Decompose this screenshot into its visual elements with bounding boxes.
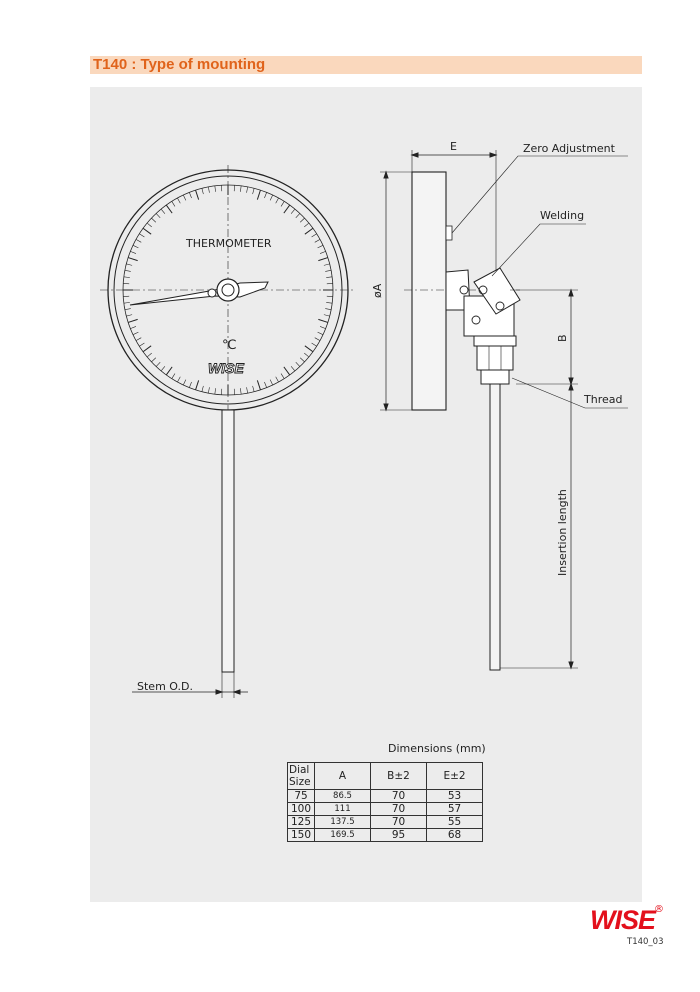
dial-tick: [325, 309, 331, 310]
dial-tick: [276, 377, 279, 382]
dial-tick: [247, 387, 248, 393]
dial-tick: [128, 258, 138, 261]
cell-size: 125: [288, 816, 315, 829]
insertion-length-label: Insertion length: [556, 489, 569, 576]
dial-tick: [151, 218, 155, 222]
dial-tick: [133, 245, 138, 248]
table-row: [288, 790, 483, 803]
dial-tick: [300, 218, 304, 222]
cell-e: 53: [427, 790, 483, 803]
dial-unit-symbol: ℃: [222, 338, 237, 353]
cell-a: 86.5: [315, 790, 371, 803]
dial-tick: [124, 277, 130, 278]
dial-tick: [304, 223, 309, 227]
table-row: [288, 816, 483, 829]
dial-tick: [208, 387, 209, 393]
cell-b: 70: [371, 803, 427, 816]
dial-tick: [318, 245, 323, 248]
dial-tick: [318, 319, 328, 322]
dial-brand-logo: WISE: [208, 360, 244, 376]
dial-tick: [270, 195, 273, 200]
stem: [222, 410, 234, 672]
cell-e: 55: [427, 816, 483, 829]
zero-adjust-screw: [446, 226, 452, 240]
dial-tick: [183, 380, 186, 385]
dial-tick: [177, 377, 180, 382]
welding-label: Welding: [540, 209, 585, 222]
dial-tick: [130, 251, 136, 253]
dial-tick: [312, 234, 317, 237]
dial-tick: [253, 188, 254, 194]
dimension-a-label: øA: [371, 283, 384, 298]
cell-b: 95: [371, 829, 427, 842]
dimension-e-label: E: [450, 140, 457, 153]
dial-tick: [253, 386, 254, 392]
case-side: [412, 172, 446, 410]
dial-tick: [240, 388, 241, 394]
dial-tick: [305, 346, 313, 352]
cell-e: 68: [427, 829, 483, 842]
dial-tick: [305, 228, 313, 234]
thread-section: [481, 370, 509, 384]
dial-tick: [166, 205, 172, 213]
dial-tick: [124, 302, 130, 303]
dial-tick: [128, 319, 138, 322]
dial-tick: [318, 258, 328, 261]
dimensions-table: [287, 762, 483, 842]
dimensions-caption: Dimensions (mm): [388, 742, 486, 755]
cell-e: 57: [427, 803, 483, 816]
dial-tick: [315, 239, 320, 242]
dial-tick: [240, 186, 241, 192]
table-row: [288, 829, 483, 842]
dial-tick: [125, 270, 131, 271]
dial-tick: [315, 338, 320, 341]
dial-tick: [147, 223, 152, 227]
header-dial-size: Dial Size: [288, 763, 315, 790]
side-stem: [490, 384, 500, 670]
dial-tick: [284, 367, 290, 375]
dial-tick: [126, 315, 132, 316]
cell-a: 137.5: [315, 816, 371, 829]
stem-od-label: Stem O.D.: [137, 680, 193, 693]
table-row: [288, 803, 483, 816]
dial-tick: [281, 201, 284, 206]
page-code: T140_03: [627, 937, 664, 947]
dial-tick: [143, 346, 151, 352]
cell-size: 75: [288, 790, 315, 803]
dial-tick: [166, 367, 172, 375]
dial-tick: [257, 190, 260, 200]
header-b: B±2: [371, 763, 427, 790]
dial-tick: [318, 332, 323, 335]
dial-tick: [136, 338, 141, 341]
dial-tick: [161, 209, 165, 214]
cell-b: 70: [371, 816, 427, 829]
cell-b: 70: [371, 790, 427, 803]
dial-tick: [300, 358, 304, 362]
pointer-needle: [130, 282, 268, 305]
dial-tick: [215, 186, 216, 192]
pointer-hub-center: [222, 284, 234, 296]
dial-tick: [156, 362, 160, 366]
dial-tick: [320, 251, 326, 253]
dial-tick: [189, 192, 191, 198]
dial-tick: [125, 309, 131, 310]
dial-tick: [326, 302, 332, 303]
thread-label: Thread: [584, 393, 623, 406]
dial-tick: [326, 277, 332, 278]
dial-tick: [264, 382, 266, 388]
dimension-b-label: B: [556, 334, 569, 342]
table-header-row: [288, 763, 483, 790]
dial-tick: [276, 198, 279, 203]
dial-tick: [161, 366, 165, 371]
dial-tick: [139, 234, 144, 237]
dial-tick: [147, 353, 152, 357]
dial-label: THERMOMETER: [186, 237, 272, 250]
dial-tick: [177, 198, 180, 203]
section-title: T140 : Type of mounting: [93, 56, 266, 73]
dial-tick: [257, 380, 260, 390]
dial-tick: [208, 187, 209, 193]
dial-tick: [291, 366, 295, 371]
dial-tick: [196, 190, 199, 200]
header-a: A: [315, 763, 371, 790]
dial-tick: [324, 264, 330, 265]
dial-tick: [264, 192, 266, 198]
hex-nut: [477, 346, 513, 370]
cell-size: 100: [288, 803, 315, 816]
dial-tick: [296, 362, 300, 366]
dial-tick: [247, 187, 248, 193]
cell-a: 111: [315, 803, 371, 816]
dial-tick: [172, 201, 175, 206]
dial-tick: [143, 228, 151, 234]
dial-tick: [281, 374, 284, 379]
dial-tick: [320, 326, 326, 328]
dial-tick: [139, 343, 144, 346]
registered-mark: ®: [654, 904, 664, 915]
dial-tick: [312, 343, 317, 346]
header-e: E±2: [427, 763, 483, 790]
zero-adjustment-label: Zero Adjustment: [523, 142, 615, 155]
dial-tick: [156, 213, 160, 217]
dial-tick: [130, 326, 136, 328]
dial-tick: [304, 353, 309, 357]
brand-logo: WISE: [590, 905, 656, 935]
dial-tick: [324, 315, 330, 316]
dial-tick: [291, 209, 295, 214]
dial-tick: [189, 382, 191, 388]
dial-tick: [172, 374, 175, 379]
pointer-counterweight: [208, 289, 216, 297]
dial-tick: [133, 332, 138, 335]
dial-tick: [183, 195, 186, 200]
welding-leader: [492, 224, 586, 276]
side-view: [380, 150, 628, 670]
cell-size: 150: [288, 829, 315, 842]
hex-nut-top: [474, 336, 516, 346]
dial-tick: [325, 270, 331, 271]
dial-tick: [202, 188, 203, 194]
dial-tick: [151, 358, 155, 362]
dial-tick: [136, 239, 141, 242]
dial-tick: [284, 205, 290, 213]
dial-tick: [202, 386, 203, 392]
dial-tick: [215, 388, 216, 394]
dial-tick: [296, 213, 300, 217]
dial-tick: [270, 380, 273, 385]
dial-tick: [196, 380, 199, 390]
cell-a: 169.5: [315, 829, 371, 842]
dial-tick: [126, 264, 132, 265]
